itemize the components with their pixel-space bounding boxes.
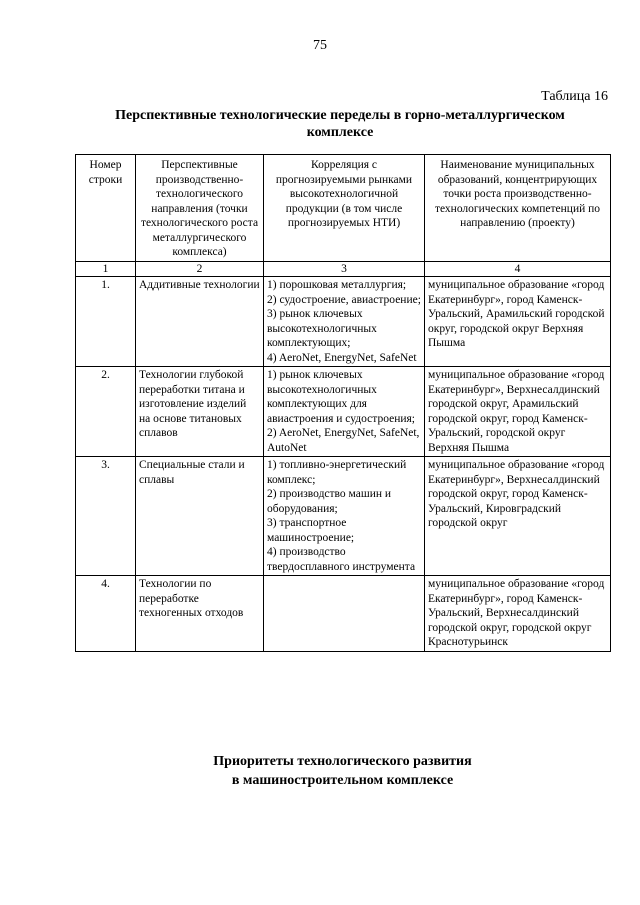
markets-cell	[264, 367, 425, 457]
technology-table	[75, 154, 611, 652]
market-item: 2) производство машин и оборудования;	[267, 488, 392, 515]
table-title-line: комплексе	[306, 125, 374, 140]
table-row	[76, 277, 611, 367]
section-title	[75, 752, 610, 790]
row-number: 3.	[76, 457, 136, 576]
market-item: 4) производство твердосплавного инструмента	[267, 546, 416, 573]
table-label: Таблица 16	[541, 89, 608, 104]
direction-cell: Технологии по переработке техногенных отходов	[136, 576, 264, 652]
table-title	[70, 107, 610, 141]
table-row	[76, 367, 611, 457]
header-row-number: Номер строки	[76, 155, 136, 262]
market-item: 1) топливно-энергетический комплекс;	[267, 459, 407, 486]
direction-cell: Технологии глубокой переработки титана и изготовление изделий на основе титановых сплавов	[136, 367, 264, 457]
market-item: 2) AeroNet, EnergyNet, SafeNet, AutoNet	[267, 427, 420, 454]
row-number: 4.	[76, 576, 136, 652]
section-title-line: Приоритеты технологического развития	[213, 754, 472, 769]
column-index: 3	[264, 261, 425, 277]
table-title-line: Перспективные технологические переделы в горно-металлургическом	[115, 108, 565, 123]
column-index: 1	[76, 261, 136, 277]
markets-cell	[264, 457, 425, 576]
section-title-line: в машиностроительном комплексе	[231, 773, 454, 788]
direction-cell: Аддитивные технологии	[136, 277, 264, 367]
market-item: 4) AeroNet, EnergyNet, SafeNet	[267, 351, 417, 364]
municipalities-cell: муниципальное образование «город Екатеринбург», Верхнесалдинский городской округ, Арамильский городской округ, город Каменск-Уральский, городской округ Верхняя Пышма	[425, 367, 611, 457]
header-municipalities: Наименование муниципальных образований, концентрирующих точки роста производственно-технологических компетенций по направлению (проекту)	[425, 155, 611, 262]
table-row	[76, 576, 611, 652]
market-item: 1) рынок ключевых высокотехнологичных комплектующих для авиастроения и судостроения;	[267, 369, 415, 425]
municipalities-cell: муниципальное образование «город Екатеринбург», Верхнесалдинский городской округ, город Каменск-Уральский, Кировградский городской округ	[425, 457, 611, 576]
table-row	[76, 457, 611, 576]
header-direction: Перспективные производственно-технологического направления (точки технологического роста металлургического комплекса)	[136, 155, 264, 262]
column-index: 4	[425, 261, 611, 277]
market-item: 3) транспортное машиностроение;	[267, 517, 355, 544]
direction-cell: Специальные стали и сплавы	[136, 457, 264, 576]
markets-cell	[264, 277, 425, 367]
column-index-row	[76, 261, 611, 277]
market-item: 2) судостроение, авиастроение;	[267, 293, 421, 306]
municipalities-cell: муниципальное образование «город Екатеринбург», город Каменск-Уральский, Верхнесалдинский городской округ, городской округ Краснотурьинск	[425, 576, 611, 652]
page-number: 75	[313, 38, 327, 53]
table-header-row	[76, 155, 611, 262]
header-markets: Корреляция с прогнозируемыми рынками высокотехнологичной продукции (в том числе прогнозируемых НТИ)	[264, 155, 425, 262]
market-item: 1) порошковая металлургия;	[267, 279, 407, 291]
market-item: 3) рынок ключевых высокотехнологичных комплектующих;	[267, 308, 377, 349]
municipalities-cell: муниципальное образование «город Екатеринбург», город Каменск-Уральский, Арамильский городской округ, городской округ Верхняя Пышма	[425, 277, 611, 367]
column-index: 2	[136, 261, 264, 277]
row-number: 1.	[76, 277, 136, 367]
row-number: 2.	[76, 367, 136, 457]
markets-cell	[264, 576, 425, 652]
